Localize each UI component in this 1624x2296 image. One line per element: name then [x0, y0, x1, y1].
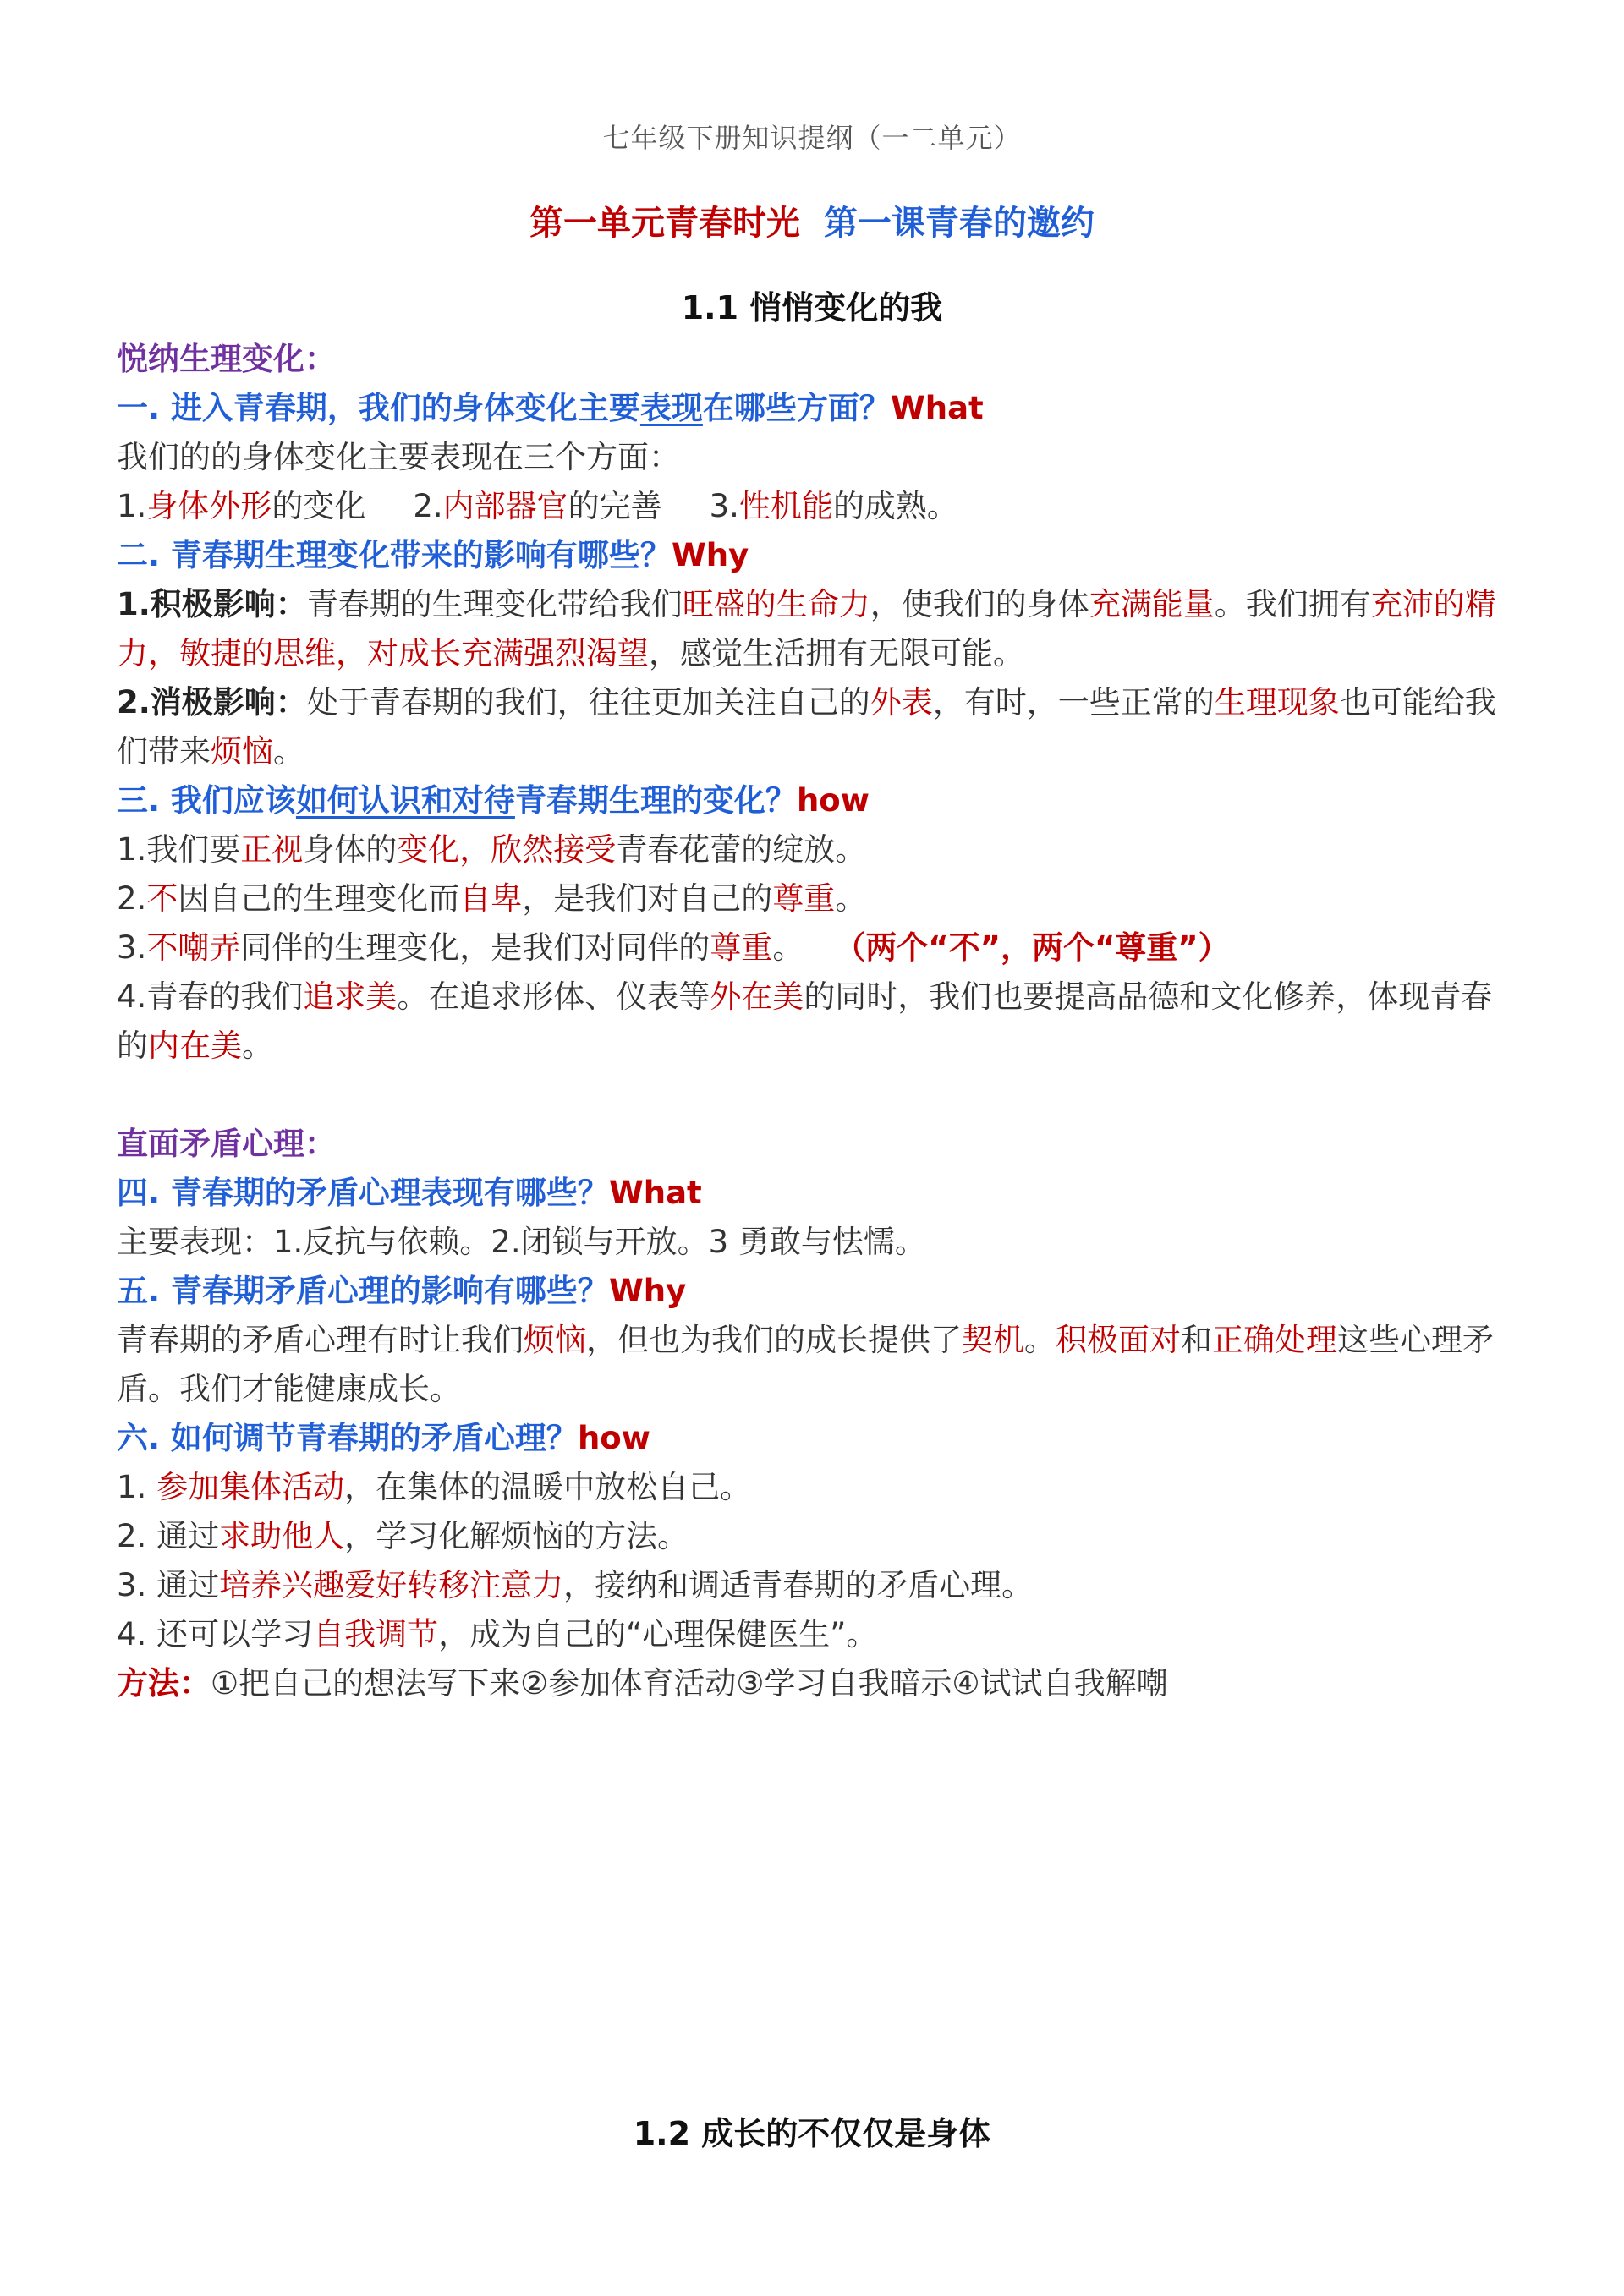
- methods-lead: 方法：: [117, 1665, 211, 1701]
- keyword: 培养兴趣爱好转移注意力: [219, 1567, 564, 1603]
- keyword: 自我调节: [313, 1616, 439, 1652]
- item-number: 1.: [117, 488, 147, 524]
- keyword: 追求美: [303, 978, 398, 1015]
- keyword: 自卑: [459, 880, 523, 917]
- section-title-1-2: 1.2 成长的不仅仅是身体: [633, 2115, 991, 2152]
- paragraph-text: ，有时，一些正常的: [932, 684, 1215, 721]
- question-6-text: 六. 如何调节青春期的矛盾心理？: [117, 1420, 578, 1456]
- question-3-text: 三. 我们应该: [117, 782, 296, 819]
- question-6-tag: how: [577, 1420, 650, 1456]
- keyword: 正视: [240, 831, 304, 868]
- keyword: 契机: [962, 1322, 1024, 1358]
- paragraph-text: 。: [273, 733, 304, 770]
- line-text: 2. 通过: [117, 1518, 220, 1554]
- keyword: 生理现象: [1214, 684, 1340, 721]
- paragraph-text: ，但也为我们的成长提供了: [586, 1322, 962, 1358]
- subheading-accept-changes: 悦纳生理变化：: [117, 341, 336, 377]
- keyword: 求助他人: [219, 1518, 345, 1554]
- emphasis-note: （两个“不”，两个“尊重”）: [834, 929, 1230, 966]
- question-5: [117, 1267, 1521, 1316]
- paragraph-text: ，感觉生活拥有无限可能。: [649, 635, 1024, 671]
- answer-3-line-2: [117, 874, 1521, 923]
- paragraph-text: 也可能给我们带来: [117, 684, 1496, 770]
- line-text: 。在追求形体、仪表等: [397, 978, 710, 1015]
- answer-4: 主要表现：1.反抗与依赖。2.闭锁与开放。3 勇敢与怯懦。: [117, 1224, 926, 1260]
- answer-3-line-4: [117, 973, 1521, 1071]
- unit-title: [0, 196, 1624, 244]
- question-4-tag: What: [608, 1175, 702, 1211]
- question-1-tag: What: [890, 390, 984, 426]
- answer-6-line-3: [117, 1561, 1521, 1610]
- line-text: ，成为自己的“心理保健医生”。: [438, 1616, 878, 1652]
- answer-6-line-2: [117, 1512, 1521, 1561]
- keyword: 外在美: [710, 978, 804, 1015]
- question-3-text-end: 青春期生理的变化？: [514, 782, 797, 819]
- question-2-tag: Why: [671, 537, 749, 573]
- line-text: 的同时，我们也要提高品德和文化修养，体现青春的: [117, 978, 1493, 1064]
- answer-2-negative: [117, 678, 1521, 776]
- keyword: 不: [146, 880, 178, 917]
- line-text: 同伴的生理变化，是我们对同伴的: [240, 929, 710, 966]
- keyword: 内部器官: [442, 488, 568, 524]
- keyword: 尊重: [772, 880, 836, 917]
- keyword: 身体外形: [146, 488, 272, 524]
- line-text: ，学习化解烦恼的方法。: [344, 1518, 689, 1554]
- line-text: 。: [242, 1027, 273, 1064]
- answer-2-positive: [117, 580, 1521, 678]
- answer-3-line-3: [117, 923, 1521, 973]
- question-2-text: 二. 青春期生理变化带来的影响有哪些？: [117, 537, 672, 573]
- line-text: 身体的: [303, 831, 398, 868]
- methods-text: ①把自己的想法写下来②参加体育活动③学习自我暗示④试试自我解嘲: [211, 1665, 1168, 1701]
- answer-1-items: [117, 482, 1521, 531]
- item-number: 2.: [413, 488, 443, 524]
- keyword: 烦恼: [524, 1322, 586, 1358]
- line-text: 3. 通过: [117, 1567, 220, 1603]
- paragraph-text: ，使我们的身体: [870, 586, 1089, 622]
- keyword: 外表: [870, 684, 933, 721]
- paragraph-lead: 1.积极影响：: [117, 586, 307, 622]
- question-4: [117, 1169, 1521, 1218]
- line-text: 4. 还可以学习: [117, 1616, 314, 1652]
- keyword: 内在美: [148, 1027, 242, 1064]
- question-6: [117, 1414, 1521, 1463]
- keyword: 烦恼: [211, 733, 273, 770]
- question-5-tag: Why: [608, 1273, 687, 1309]
- content-body: [117, 335, 1521, 1708]
- question-1: [117, 384, 1521, 433]
- paragraph-text: 。我们拥有: [1214, 586, 1371, 622]
- line-text: 3.: [117, 929, 147, 966]
- keyword: 充沛的精力，敏捷的思维，对成长充满强烈渴望: [117, 586, 1496, 671]
- keyword: 充满能量: [1089, 586, 1215, 622]
- question-4-text: 四. 青春期的矛盾心理表现有哪些？: [117, 1175, 609, 1211]
- question-3-tag: how: [796, 782, 870, 819]
- item-text: 的变化: [272, 488, 366, 524]
- paragraph-text: 处于青春期的我们，往往更加关注自己的: [306, 684, 870, 721]
- keyword: 不嘲弄: [146, 929, 241, 966]
- line-text: 。: [835, 880, 867, 917]
- section-title-1-1: 1.1 悄悄变化的我: [681, 289, 943, 326]
- paragraph-text: 和: [1181, 1322, 1212, 1358]
- question-2: [117, 531, 1521, 580]
- paragraph-text: 青春期的矛盾心理有时让我们: [117, 1322, 524, 1358]
- running-header: 七年级下册知识提纲（一二单元）: [602, 122, 1022, 154]
- keyword: 尊重: [710, 929, 773, 966]
- paragraph-lead: 2.消极影响：: [117, 684, 307, 721]
- line-text: 1.: [117, 1469, 157, 1505]
- unit-title-part1: 第一单元青春时光: [529, 204, 801, 243]
- question-1-text: 一. 进入青春期，我们的身体变化主要: [117, 390, 640, 426]
- paragraph-text: 。: [1024, 1322, 1056, 1358]
- methods-line: [117, 1659, 1521, 1708]
- item-text: 的成熟。: [832, 488, 958, 524]
- line-text: 4.青春的我们: [117, 978, 304, 1015]
- answer-3-line-1: [117, 825, 1521, 874]
- keyword: 正确处理: [1212, 1322, 1337, 1358]
- line-text: ，是我们对自己的: [522, 880, 773, 917]
- answer-1-intro: 我们的的身体变化主要表现在三个方面：: [117, 439, 680, 475]
- paragraph-text: 青春期的生理变化带给我们: [306, 586, 683, 622]
- line-text: 青春花蕾的绽放。: [616, 831, 867, 868]
- keyword: 参加集体活动: [156, 1469, 345, 1505]
- line-text: 。: [772, 929, 804, 966]
- subheading-face-contradictions: 直面矛盾心理：: [117, 1126, 336, 1162]
- answer-6-line-4: [117, 1610, 1521, 1659]
- line-text: ，接纳和调适青春期的矛盾心理。: [563, 1567, 1034, 1603]
- answer-6-line-1: [117, 1463, 1521, 1512]
- question-5-text: 五. 青春期矛盾心理的影响有哪些？: [117, 1273, 609, 1309]
- keyword: 变化，欣然接受: [397, 831, 617, 868]
- line-text: ，在集体的温暖中放松自己。: [344, 1469, 752, 1505]
- question-3: [117, 776, 1521, 825]
- line-text: 2.: [117, 880, 147, 917]
- line-text: 因自己的生理变化而: [178, 880, 460, 917]
- item-text: 的完善: [568, 488, 662, 524]
- keyword: 性机能: [738, 488, 833, 524]
- answer-5: [117, 1316, 1521, 1414]
- item-number: 3.: [709, 488, 739, 524]
- line-text: 1.我们要: [117, 831, 241, 868]
- question-3-underlined: 如何认识和对待: [295, 782, 515, 819]
- question-1-text-end: 在哪些方面？: [702, 390, 891, 426]
- keyword: 积极面对: [1056, 1322, 1181, 1358]
- question-1-underlined: 表现: [639, 390, 703, 426]
- unit-title-part2: 第一课青春的邀约: [823, 204, 1095, 243]
- keyword: 旺盛的生命力: [682, 586, 870, 622]
- paragraph-text: 这些心理矛盾。我们才能健康成长。: [117, 1322, 1494, 1407]
